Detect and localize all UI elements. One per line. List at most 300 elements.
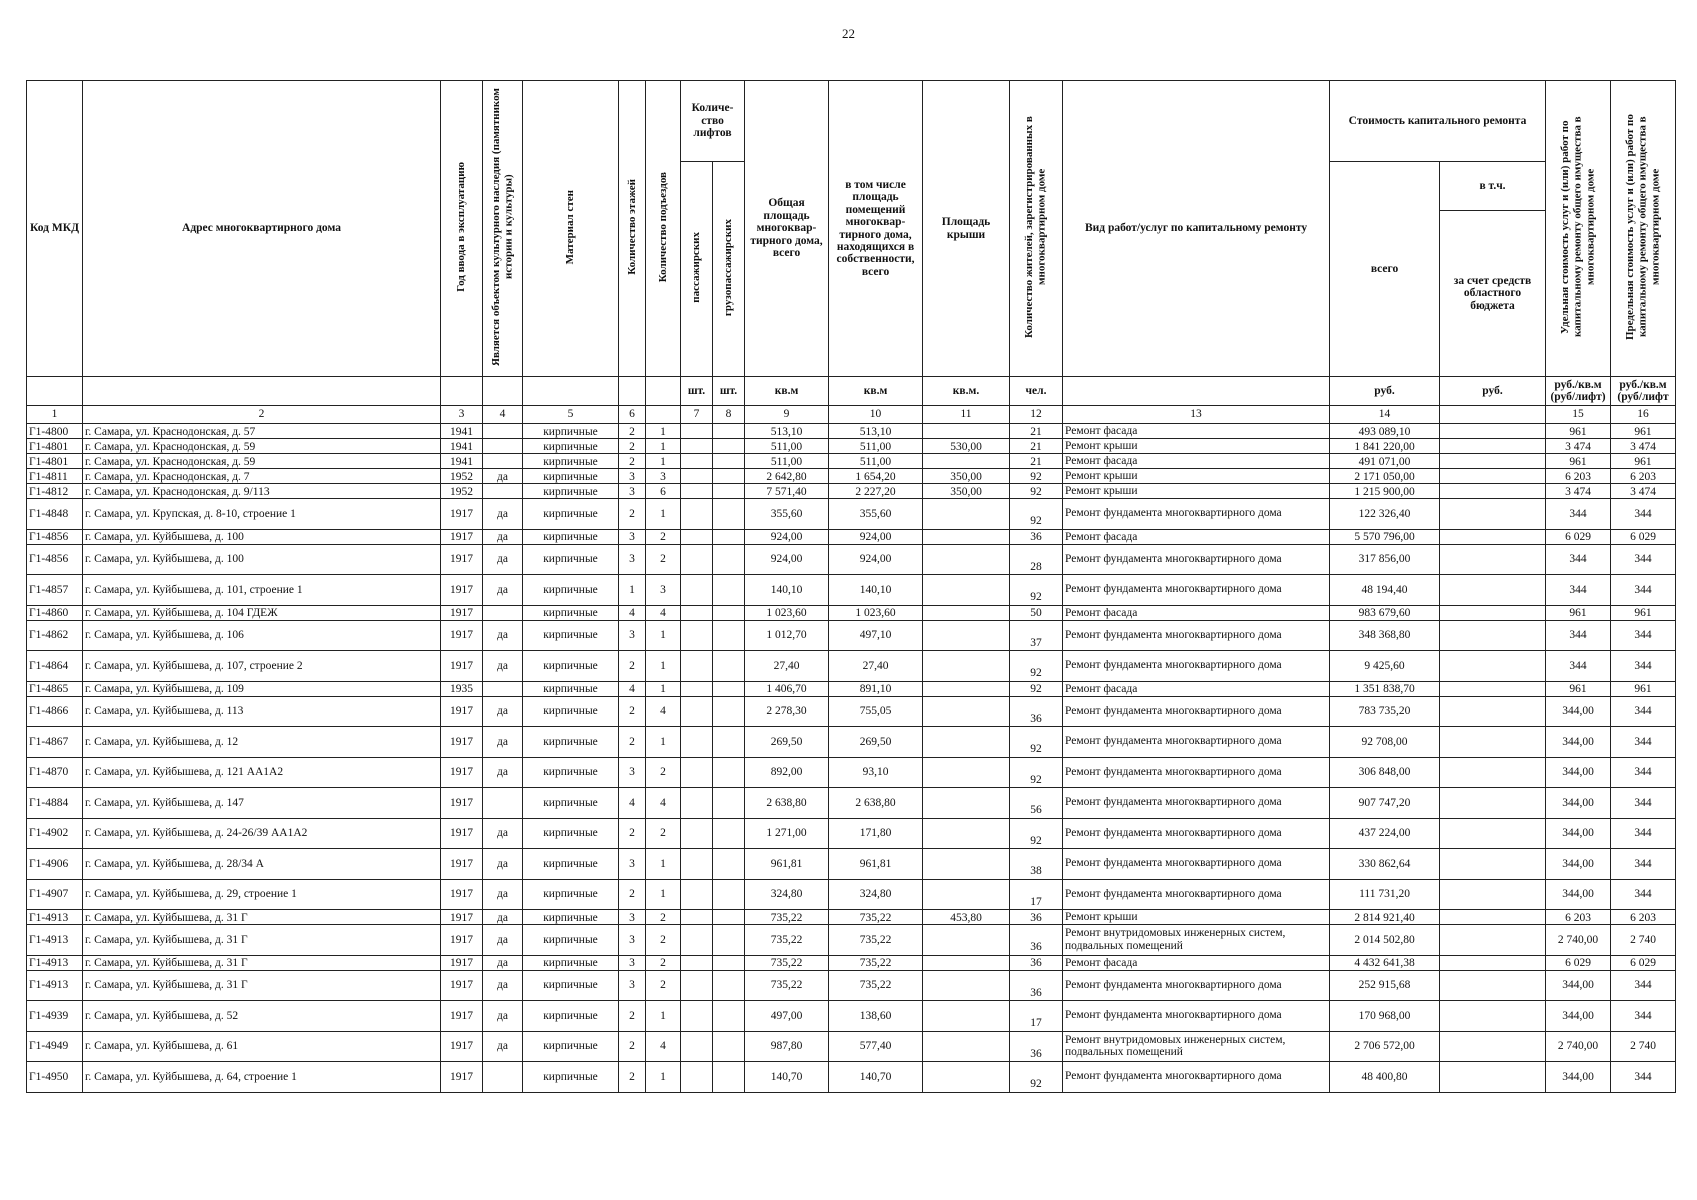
table-row	[27, 469, 1676, 484]
cell-total-area: 2 638,80	[745, 788, 829, 819]
cell-total-area: 1 271,00	[745, 818, 829, 849]
table-row	[27, 439, 1676, 454]
cell-lifts-cargo	[713, 575, 745, 606]
cell-wall: кирпичные	[523, 879, 619, 910]
header-cost-total: всего	[1330, 162, 1440, 377]
cell-owned-area: 2 227,20	[829, 484, 923, 499]
cell-wall: кирпичные	[523, 1031, 619, 1062]
cell-owned-area: 511,00	[829, 439, 923, 454]
cell-year: 1917	[441, 788, 483, 819]
cell-lifts-cargo	[713, 727, 745, 758]
header-max-cost: Предельная стоимость услуг и (или) работ по капитальному ремонту общего имущества в многоквартирном доме	[1624, 113, 1662, 340]
cell-entrances: 2	[646, 529, 681, 544]
cell-residents: 92	[1010, 818, 1063, 849]
cell-max-cost: 344	[1611, 620, 1676, 651]
column-number-row	[27, 406, 1676, 424]
cell-lifts-passenger	[681, 469, 713, 484]
cell-entrances: 1	[646, 620, 681, 651]
cell-address: г. Самара, ул. Краснодонская, д. 59	[83, 439, 441, 454]
cell-owned-area: 171,80	[829, 818, 923, 849]
repair-table	[26, 80, 1676, 1093]
cell-code: Г1-4913	[27, 970, 83, 1001]
cell-work-type: Ремонт фасада	[1063, 454, 1330, 469]
cell-entrances: 4	[646, 605, 681, 620]
cell-entrances: 6	[646, 484, 681, 499]
unit-lifts-cargo: шт.	[713, 377, 745, 406]
cell-residents: 17	[1010, 1001, 1063, 1032]
cell-roof-area	[923, 879, 1010, 910]
cell-year: 1917	[441, 849, 483, 880]
cell-floors: 3	[619, 620, 646, 651]
cell-total-area: 511,00	[745, 439, 829, 454]
cell-unit-cost: 344,00	[1546, 727, 1611, 758]
cell-lifts-passenger	[681, 529, 713, 544]
cell-residents: 21	[1010, 454, 1063, 469]
cell-address: г. Самара, ул. Куйбышева, д. 28/34 А	[83, 849, 441, 880]
cell-total-area: 987,80	[745, 1031, 829, 1062]
cell-total-area: 1 012,70	[745, 620, 829, 651]
table-header	[27, 81, 1676, 406]
cell-cost-total: 2 814 921,40	[1330, 910, 1440, 925]
cell-address: г. Самара, ул. Краснодонская, д. 59	[83, 454, 441, 469]
cell-owned-area: 735,22	[829, 910, 923, 925]
cell-entrances: 4	[646, 788, 681, 819]
header-cost-incl: в т.ч.	[1440, 162, 1546, 211]
table-row	[27, 955, 1676, 970]
cell-cost-total: 2 706 572,00	[1330, 1031, 1440, 1062]
cell-roof-area	[923, 424, 1010, 439]
cell-floors: 3	[619, 970, 646, 1001]
cell-cost-total: 306 848,00	[1330, 757, 1440, 788]
cell-lifts-passenger	[681, 544, 713, 575]
cell-heritage: да	[483, 925, 523, 956]
cell-lifts-cargo	[713, 484, 745, 499]
cell-total-area: 511,00	[745, 454, 829, 469]
cell-lifts-passenger	[681, 849, 713, 880]
cell-max-cost: 344	[1611, 1062, 1676, 1093]
cell-owned-area: 755,05	[829, 696, 923, 727]
cell-lifts-passenger	[681, 955, 713, 970]
cell-max-cost: 344	[1611, 575, 1676, 606]
cell-total-area: 961,81	[745, 849, 829, 880]
cell-cost-total: 122 326,40	[1330, 499, 1440, 530]
cell-lifts-cargo	[713, 955, 745, 970]
cell-heritage: да	[483, 879, 523, 910]
cell-lifts-cargo	[713, 469, 745, 484]
cell-lifts-passenger	[681, 696, 713, 727]
cell-total-area: 735,22	[745, 970, 829, 1001]
cell-floors: 2	[619, 1062, 646, 1093]
cell-year: 1941	[441, 454, 483, 469]
cell-code: Г1-4906	[27, 849, 83, 880]
table-row	[27, 1001, 1676, 1032]
table-row	[27, 970, 1676, 1001]
cell-heritage	[483, 454, 523, 469]
header-code: Код МКД	[27, 81, 83, 377]
cell-lifts-passenger	[681, 757, 713, 788]
cell-owned-area: 891,10	[829, 681, 923, 696]
unit-cost-total: руб.	[1330, 377, 1440, 406]
table-row	[27, 727, 1676, 758]
cell-lifts-passenger	[681, 499, 713, 530]
cell-lifts-cargo	[713, 1001, 745, 1032]
header-roof-area: Площадь крыши	[923, 81, 1010, 377]
cell-wall: кирпичные	[523, 727, 619, 758]
header-unit-cost: Удельная стоимость услуг и (или) работ по капитальному ремонту общего имущества в многоквартирном доме	[1559, 116, 1597, 338]
cell-wall: кирпичные	[523, 575, 619, 606]
table-row	[27, 849, 1676, 880]
cell-cost-regional	[1440, 681, 1546, 696]
cell-cost-regional	[1440, 1001, 1546, 1032]
column-number: 9	[745, 406, 829, 424]
cell-year: 1917	[441, 757, 483, 788]
cell-total-area: 140,70	[745, 1062, 829, 1093]
cell-residents: 36	[1010, 910, 1063, 925]
cell-address: г. Самара, ул. Куйбышева, д. 24-26/39 АА1А2	[83, 818, 441, 849]
cell-total-area: 513,10	[745, 424, 829, 439]
cell-floors: 3	[619, 529, 646, 544]
cell-work-type: Ремонт фасада	[1063, 529, 1330, 544]
cell-unit-cost: 344,00	[1546, 849, 1611, 880]
cell-heritage	[483, 788, 523, 819]
cell-lifts-cargo	[713, 529, 745, 544]
cell-roof-area	[923, 925, 1010, 956]
cell-year: 1952	[441, 484, 483, 499]
cell-code: Г1-4856	[27, 529, 83, 544]
cell-owned-area: 924,00	[829, 544, 923, 575]
cell-work-type: Ремонт фундамента многоквартирного дома	[1063, 575, 1330, 606]
cell-residents: 56	[1010, 788, 1063, 819]
cell-lifts-cargo	[713, 424, 745, 439]
cell-residents: 21	[1010, 439, 1063, 454]
cell-residents: 17	[1010, 879, 1063, 910]
cell-lifts-cargo	[713, 605, 745, 620]
cell-cost-regional	[1440, 544, 1546, 575]
cell-unit-cost: 961	[1546, 605, 1611, 620]
cell-unit-cost: 6 029	[1546, 955, 1611, 970]
cell-heritage: да	[483, 651, 523, 682]
cell-address: г. Самара, ул. Куйбышева, д. 31 Г	[83, 925, 441, 956]
cell-entrances: 2	[646, 970, 681, 1001]
cell-entrances: 1	[646, 651, 681, 682]
cell-address: г. Самара, ул. Крупская, д. 8-10, строение 1	[83, 499, 441, 530]
cell-owned-area: 924,00	[829, 529, 923, 544]
cell-wall: кирпичные	[523, 818, 619, 849]
cell-wall: кирпичные	[523, 1062, 619, 1093]
cell-lifts-cargo	[713, 499, 745, 530]
cell-roof-area	[923, 818, 1010, 849]
cell-code: Г1-4867	[27, 727, 83, 758]
cell-cost-regional	[1440, 651, 1546, 682]
cell-address: г. Самара, ул. Краснодонская, д. 57	[83, 424, 441, 439]
cell-address: г. Самара, ул. Куйбышева, д. 121 АА1А2	[83, 757, 441, 788]
cell-roof-area	[923, 955, 1010, 970]
cell-wall: кирпичные	[523, 757, 619, 788]
cell-address: г. Самара, ул. Куйбышева, д. 113	[83, 696, 441, 727]
cell-unit-cost: 6 029	[1546, 529, 1611, 544]
cell-max-cost: 961	[1611, 454, 1676, 469]
cell-wall: кирпичные	[523, 1001, 619, 1032]
cell-floors: 2	[619, 696, 646, 727]
column-number: 14	[1330, 406, 1440, 424]
cell-unit-cost: 344	[1546, 651, 1611, 682]
table-row	[27, 454, 1676, 469]
cell-entrances: 2	[646, 925, 681, 956]
cell-address: г. Самара, ул. Куйбышева, д. 64, строение 1	[83, 1062, 441, 1093]
cell-floors: 3	[619, 469, 646, 484]
cell-residents: 36	[1010, 970, 1063, 1001]
cell-heritage: да	[483, 1031, 523, 1062]
cell-residents: 50	[1010, 605, 1063, 620]
cell-address: г. Самара, ул. Куйбышева, д. 29, строение 1	[83, 879, 441, 910]
cell-roof-area	[923, 620, 1010, 651]
table-row	[27, 529, 1676, 544]
cell-max-cost: 344	[1611, 788, 1676, 819]
cell-entrances: 1	[646, 424, 681, 439]
cell-lifts-passenger	[681, 970, 713, 1001]
cell-max-cost: 344	[1611, 727, 1676, 758]
cell-wall: кирпичные	[523, 651, 619, 682]
cell-wall: кирпичные	[523, 788, 619, 819]
cell-residents: 36	[1010, 925, 1063, 956]
cell-wall: кирпичные	[523, 484, 619, 499]
cell-cost-regional	[1440, 970, 1546, 1001]
column-number: 15	[1546, 406, 1611, 424]
cell-wall: кирпичные	[523, 955, 619, 970]
cell-entrances: 3	[646, 575, 681, 606]
cell-owned-area: 735,22	[829, 970, 923, 1001]
cell-total-area: 1 406,70	[745, 681, 829, 696]
cell-cost-total: 317 856,00	[1330, 544, 1440, 575]
cell-address: г. Самара, ул. Куйбышева, д. 31 Г	[83, 955, 441, 970]
cell-lifts-passenger	[681, 439, 713, 454]
cell-floors: 2	[619, 439, 646, 454]
cell-work-type: Ремонт фундамента многоквартирного дома	[1063, 696, 1330, 727]
table-row	[27, 925, 1676, 956]
cell-roof-area	[923, 651, 1010, 682]
cell-unit-cost: 344,00	[1546, 757, 1611, 788]
cell-year: 1917	[441, 620, 483, 651]
cell-work-type: Ремонт крыши	[1063, 484, 1330, 499]
cell-year: 1917	[441, 529, 483, 544]
cell-unit-cost: 344	[1546, 620, 1611, 651]
cell-lifts-cargo	[713, 910, 745, 925]
cell-floors: 3	[619, 925, 646, 956]
header-heritage: Является объектом культурного наследия (памятником истории и культуры)	[489, 87, 515, 366]
column-number: 5	[523, 406, 619, 424]
cell-roof-area	[923, 757, 1010, 788]
cell-entrances: 1	[646, 1062, 681, 1093]
cell-lifts-cargo	[713, 849, 745, 880]
cell-wall: кирпичные	[523, 499, 619, 530]
cell-code: Г1-4811	[27, 469, 83, 484]
cell-lifts-cargo	[713, 925, 745, 956]
cell-floors: 4	[619, 681, 646, 696]
cell-address: г. Самара, ул. Куйбышева, д. 101, строение 1	[83, 575, 441, 606]
cell-heritage: да	[483, 529, 523, 544]
column-number: 7	[681, 406, 713, 424]
cell-owned-area: 1 654,20	[829, 469, 923, 484]
cell-unit-cost: 344,00	[1546, 970, 1611, 1001]
cell-floors: 3	[619, 484, 646, 499]
cell-cost-regional	[1440, 879, 1546, 910]
cell-max-cost: 344	[1611, 757, 1676, 788]
cell-entrances: 4	[646, 696, 681, 727]
cell-lifts-passenger	[681, 651, 713, 682]
cell-code: Г1-4884	[27, 788, 83, 819]
cell-roof-area	[923, 454, 1010, 469]
cell-year: 1917	[441, 696, 483, 727]
table-row	[27, 651, 1676, 682]
cell-year: 1917	[441, 544, 483, 575]
cell-cost-regional	[1440, 529, 1546, 544]
cell-roof-area	[923, 970, 1010, 1001]
cell-entrances: 2	[646, 910, 681, 925]
cell-entrances: 1	[646, 439, 681, 454]
cell-lifts-passenger	[681, 484, 713, 499]
cell-wall: кирпичные	[523, 454, 619, 469]
cell-cost-total: 330 862,64	[1330, 849, 1440, 880]
cell-cost-regional	[1440, 1062, 1546, 1093]
cell-residents: 36	[1010, 696, 1063, 727]
cell-cost-total: 437 224,00	[1330, 818, 1440, 849]
cell-floors: 2	[619, 879, 646, 910]
cell-residents: 92	[1010, 757, 1063, 788]
table-row	[27, 499, 1676, 530]
cell-cost-total: 48 194,40	[1330, 575, 1440, 606]
cell-max-cost: 344	[1611, 879, 1676, 910]
table-row	[27, 544, 1676, 575]
cell-address: г. Самара, ул. Куйбышева, д. 61	[83, 1031, 441, 1062]
cell-unit-cost: 344,00	[1546, 818, 1611, 849]
cell-year: 1941	[441, 439, 483, 454]
cell-owned-area: 577,40	[829, 1031, 923, 1062]
column-number: 16	[1611, 406, 1676, 424]
cell-work-type: Ремонт фундамента многоквартирного дома	[1063, 544, 1330, 575]
cell-code: Г1-4939	[27, 1001, 83, 1032]
header-cost: Стоимость капитального ремонта	[1330, 81, 1546, 162]
cell-residents: 92	[1010, 727, 1063, 758]
cell-cost-regional	[1440, 696, 1546, 727]
column-number: 4	[483, 406, 523, 424]
cell-lifts-cargo	[713, 818, 745, 849]
cell-max-cost: 3 474	[1611, 484, 1676, 499]
cell-work-type: Ремонт фасада	[1063, 424, 1330, 439]
cell-heritage	[483, 605, 523, 620]
cell-code: Г1-4913	[27, 925, 83, 956]
cell-heritage: да	[483, 727, 523, 758]
header-owned-area: в том числе площадь помещений многоквар-тирного дома, находящихся в собственности, всего	[829, 81, 923, 377]
cell-residents: 92	[1010, 499, 1063, 530]
cell-code: Г1-4913	[27, 955, 83, 970]
cell-residents: 92	[1010, 681, 1063, 696]
cell-unit-cost: 344,00	[1546, 879, 1611, 910]
cell-work-type: Ремонт фундамента многоквартирного дома	[1063, 818, 1330, 849]
cell-unit-cost: 961	[1546, 681, 1611, 696]
column-number: 3	[441, 406, 483, 424]
cell-lifts-cargo	[713, 788, 745, 819]
cell-work-type: Ремонт фундамента многоквартирного дома	[1063, 1001, 1330, 1032]
cell-cost-total: 111 731,20	[1330, 879, 1440, 910]
cell-cost-total: 983 679,60	[1330, 605, 1440, 620]
cell-unit-cost: 2 740,00	[1546, 925, 1611, 956]
header-wall: Материал стен	[564, 189, 577, 264]
header-work-type: Вид работ/услуг по капитальному ремонту	[1063, 81, 1330, 377]
table-row	[27, 818, 1676, 849]
cell-max-cost: 961	[1611, 681, 1676, 696]
unit-roof-area: кв.м.	[923, 377, 1010, 406]
cell-heritage	[483, 439, 523, 454]
cell-year: 1917	[441, 1001, 483, 1032]
cell-cost-regional	[1440, 955, 1546, 970]
cell-max-cost: 961	[1611, 605, 1676, 620]
cell-lifts-cargo	[713, 620, 745, 651]
cell-wall: кирпичные	[523, 469, 619, 484]
cell-owned-area: 513,10	[829, 424, 923, 439]
cell-entrances: 1	[646, 1001, 681, 1032]
cell-lifts-passenger	[681, 424, 713, 439]
cell-work-type: Ремонт фундамента многоквартирного дома	[1063, 788, 1330, 819]
cell-residents: 92	[1010, 1062, 1063, 1093]
cell-cost-regional	[1440, 484, 1546, 499]
cell-residents: 36	[1010, 1031, 1063, 1062]
cell-unit-cost: 344,00	[1546, 1001, 1611, 1032]
cell-total-area: 140,10	[745, 575, 829, 606]
cell-entrances: 3	[646, 469, 681, 484]
cell-cost-total: 783 735,20	[1330, 696, 1440, 727]
cell-year: 1917	[441, 1031, 483, 1062]
cell-heritage: да	[483, 818, 523, 849]
column-number	[646, 406, 681, 424]
cell-max-cost: 6 029	[1611, 955, 1676, 970]
cell-unit-cost: 6 203	[1546, 910, 1611, 925]
table-row	[27, 696, 1676, 727]
cell-heritage: да	[483, 575, 523, 606]
cell-code: Г1-4857	[27, 575, 83, 606]
cell-entrances: 1	[646, 849, 681, 880]
cell-address: г. Самара, ул. Куйбышева, д. 12	[83, 727, 441, 758]
cell-wall: кирпичные	[523, 910, 619, 925]
cell-wall: кирпичные	[523, 681, 619, 696]
cell-floors: 3	[619, 757, 646, 788]
cell-unit-cost: 2 740,00	[1546, 1031, 1611, 1062]
cell-cost-regional	[1440, 910, 1546, 925]
cell-owned-area: 735,22	[829, 925, 923, 956]
cell-floors: 3	[619, 955, 646, 970]
cell-roof-area	[923, 681, 1010, 696]
unit-unit-cost: руб./кв.м (руб/лифт)	[1546, 377, 1611, 406]
cell-total-area: 735,22	[745, 910, 829, 925]
cell-total-area: 924,00	[745, 544, 829, 575]
cell-work-type: Ремонт фундамента многоквартирного дома	[1063, 849, 1330, 880]
cell-lifts-passenger	[681, 681, 713, 696]
cell-heritage	[483, 424, 523, 439]
cell-floors: 2	[619, 651, 646, 682]
cell-cost-regional	[1440, 1031, 1546, 1062]
cell-heritage	[483, 1062, 523, 1093]
cell-unit-cost: 961	[1546, 454, 1611, 469]
cell-owned-area: 2 638,80	[829, 788, 923, 819]
cell-unit-cost: 3 474	[1546, 484, 1611, 499]
cell-address: г. Самара, ул. Куйбышева, д. 109	[83, 681, 441, 696]
cell-work-type: Ремонт фасада	[1063, 605, 1330, 620]
cell-entrances: 1	[646, 879, 681, 910]
cell-owned-area: 93,10	[829, 757, 923, 788]
cell-cost-total: 170 968,00	[1330, 1001, 1440, 1032]
cell-work-type: Ремонт крыши	[1063, 439, 1330, 454]
cell-roof-area	[923, 1001, 1010, 1032]
cell-max-cost: 6 203	[1611, 910, 1676, 925]
